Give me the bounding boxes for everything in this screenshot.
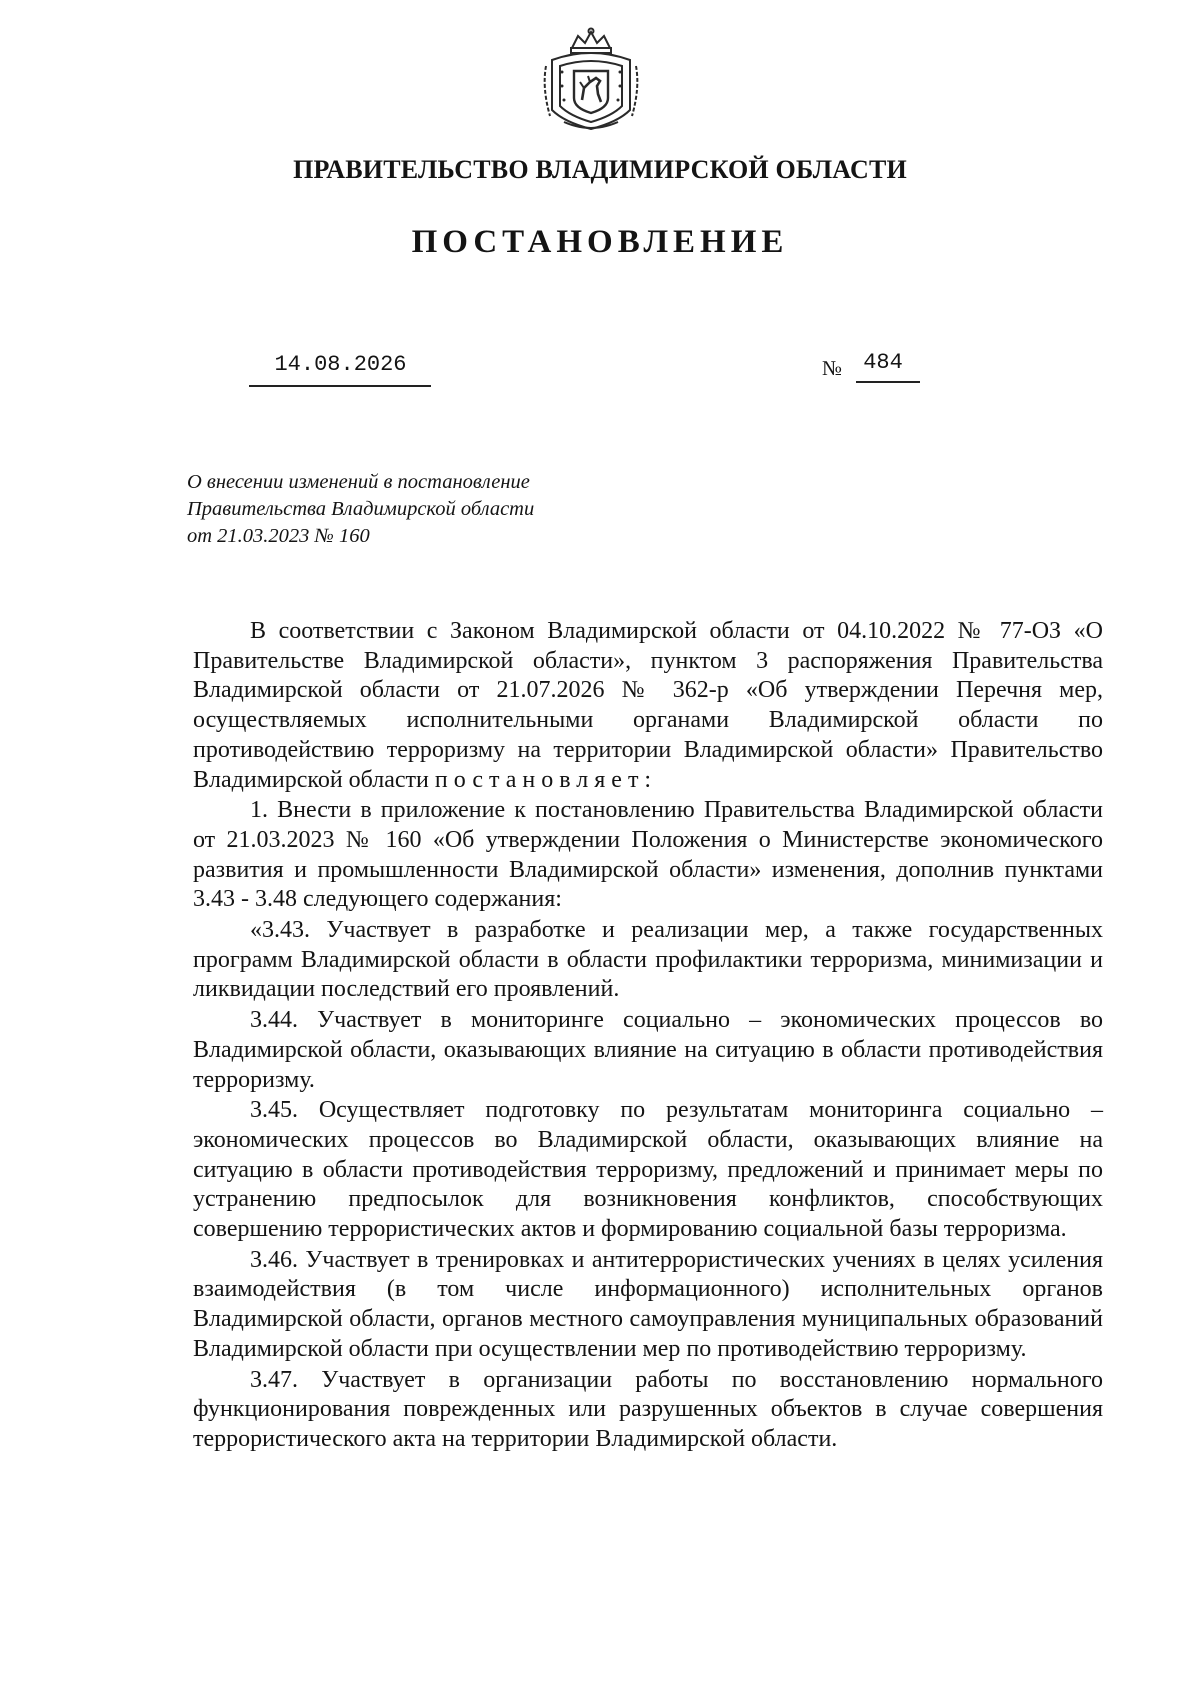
preamble-paragraph [193,617,1103,795]
organization-title: ПРАВИТЕЛЬСТВО ВЛАДИМИРСКОЙ ОБЛАСТИ [293,155,907,184]
item-1-paragraph: 1. Внести в приложение к постановлению Правительства Владимирской области от 21.03.2023 № 160 «Об утверждении Положения о Министерстве экономического развития и промышленности Владимирской области» изменения, дополнив пунктами 3.43 - 3.48 следующего содержания: [193,797,1103,913]
date-underline [249,385,431,387]
clause-3-47: 3.47. Участвует в организации работы по восстановлению нормального функционирования поврежденных или разрушенных объектов в случае совершения террористического акта на территории Владимирской области. [193,1366,1103,1452]
clause-3-45: 3.45. Осуществляет подготовку по результатам мониторинга социально – экономических процессов во Владимирской области, оказывающих влияние на ситуацию в области противодействия терроризму, предложений и принимает меры по устранению предпосылок для возникновения конфликтов, способствующих совершению террористических актов и формированию социальной базы терроризма. [193,1097,1103,1243]
document-subject [187,469,534,550]
number-underline [856,381,920,383]
subject-line: Правительства Владимирской области [187,498,535,520]
resolves-word: постановляет: [434,766,658,793]
number-sign: № [822,356,843,380]
clause-3-44: 3.44. Участвует в мониторинге социально – экономических процессов во Владимирской области, оказывающих влияние на ситуацию в области противодействия терроризму. [193,1007,1103,1093]
coat-of-arms-icon [538,26,644,134]
document-type-title: ПОСТАНОВЛЕНИЕ [411,224,789,260]
document-number: 484 [863,350,903,375]
clause-3-43: «3.43. Участвует в разработке и реализации мер, а также государственных программ Владимирской области в области профилактики терроризма, минимизации и ликвидации последствий его проявлений. [193,917,1103,1003]
document-date: 14.08.2026 [274,352,407,377]
document-body [193,617,1103,1455]
subject-line: О внесении изменений в постановление [187,471,530,493]
preamble-text: В соответствии с Законом Владимирской области от 04.10.2022 № 77-ОЗ «О Правительстве Владимирской области», пунктом 3 распоряжения Правительства Владимирской области от 21.07.2026 № 362-р «Об утверждении Перечня мер, осуществляемых исполнительными органами Владимирской области по противодействию терроризму на территории Владимирской области» Правительство Владимирской области [193,618,1103,793]
clause-3-46: 3.46. Участвует в тренировках и антитеррористических учениях в целях усиления взаимодействия (в том числе информационного) исполнительных органов Владимирской области, органов местного самоуправления муниципальных образований Владимирской области при осуществлении мер по противодействию терроризму. [193,1246,1103,1362]
subject-line: от 21.03.2023 № 160 [187,525,370,547]
